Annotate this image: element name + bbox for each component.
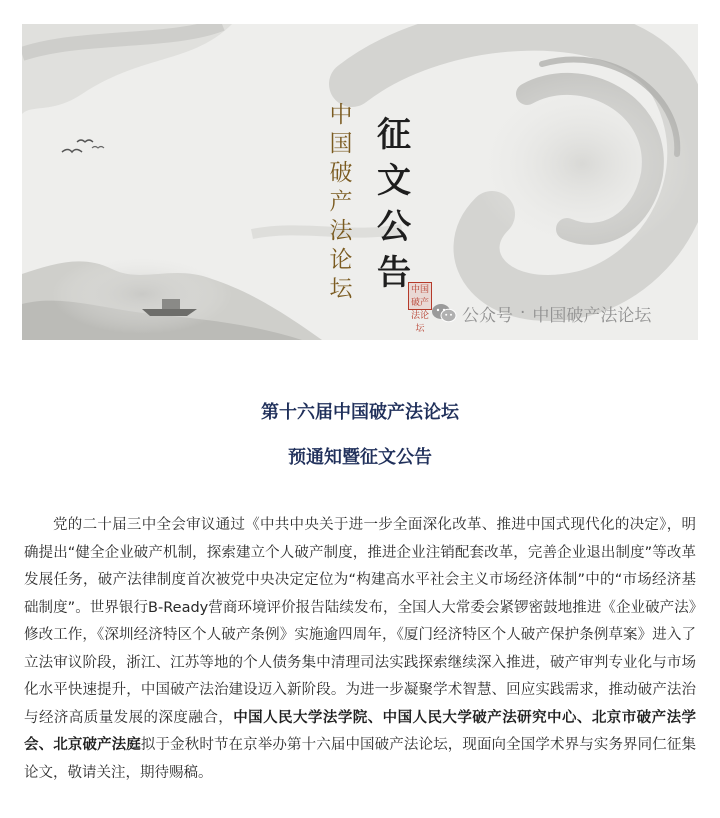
watermark-separator: · bbox=[520, 303, 526, 323]
account-watermark bbox=[431, 302, 651, 324]
article-title-line-2: 预通知暨征文公告 bbox=[288, 447, 432, 468]
ink-wash-background bbox=[22, 24, 698, 340]
call-for-papers-title: 征文公告 bbox=[377, 115, 411, 293]
forum-name-vertical: 中国破产法论坛 bbox=[329, 102, 353, 302]
watermark-account-name: 中国破产法论坛 bbox=[532, 305, 652, 326]
paragraph-text-part-1: 党的二十届三中全会审议通过《中共中央关于进一步全面深化改革、推进中国式现代化的决定》，明确提出“健全企业破产机制，探索建立个人破产制度，推进企业注销配套改革，完善企业退出制度”等改革发展任务，破产法律制度首次被党中央决定定位为“构建高水平社会主义市场经济体制”中的“市场经济基础制度”。世界银行B-Ready营商环境评价报告陆续发布，全国人大常委会紧锣密鼓地推进《企业破产法》修改工作，《深圳经济特区个人破产条例》实施逾四周年，《厦门经济特区个人破产保护条例草案》进入了立法审议阶段，浙江、江苏等地的个人债务集中清理司法实践探索继续深入推进，破产审判专业化与市场化水平快速提升，中国破产法治建设迈入新阶段。为进一步凝聚学术智慧、回应实践需求，推动破产法治与经济高质量发展的深度融合， bbox=[24, 517, 696, 726]
watermark-account-type: 公众号 bbox=[462, 305, 513, 326]
seal-stamp: 中国破产法论坛 bbox=[408, 282, 432, 310]
wechat-icon bbox=[431, 303, 457, 323]
announcement-paragraph bbox=[24, 512, 696, 787]
banner-image bbox=[22, 24, 698, 340]
organizers-bold-text: 中国人民大学法学院、中国人民大学破产法研究中心、北京市破产法学会、北京破产法庭 bbox=[24, 709, 697, 753]
article-title-line-1: 第十六届中国破产法论坛 bbox=[261, 402, 459, 423]
paragraph-text-part-2: 拟于金秋时节在京举办第十六届中国破产法论坛，现面向全国学术界与实务界同仁征集论文，敬请关注，期待赐稿。 bbox=[24, 737, 696, 781]
